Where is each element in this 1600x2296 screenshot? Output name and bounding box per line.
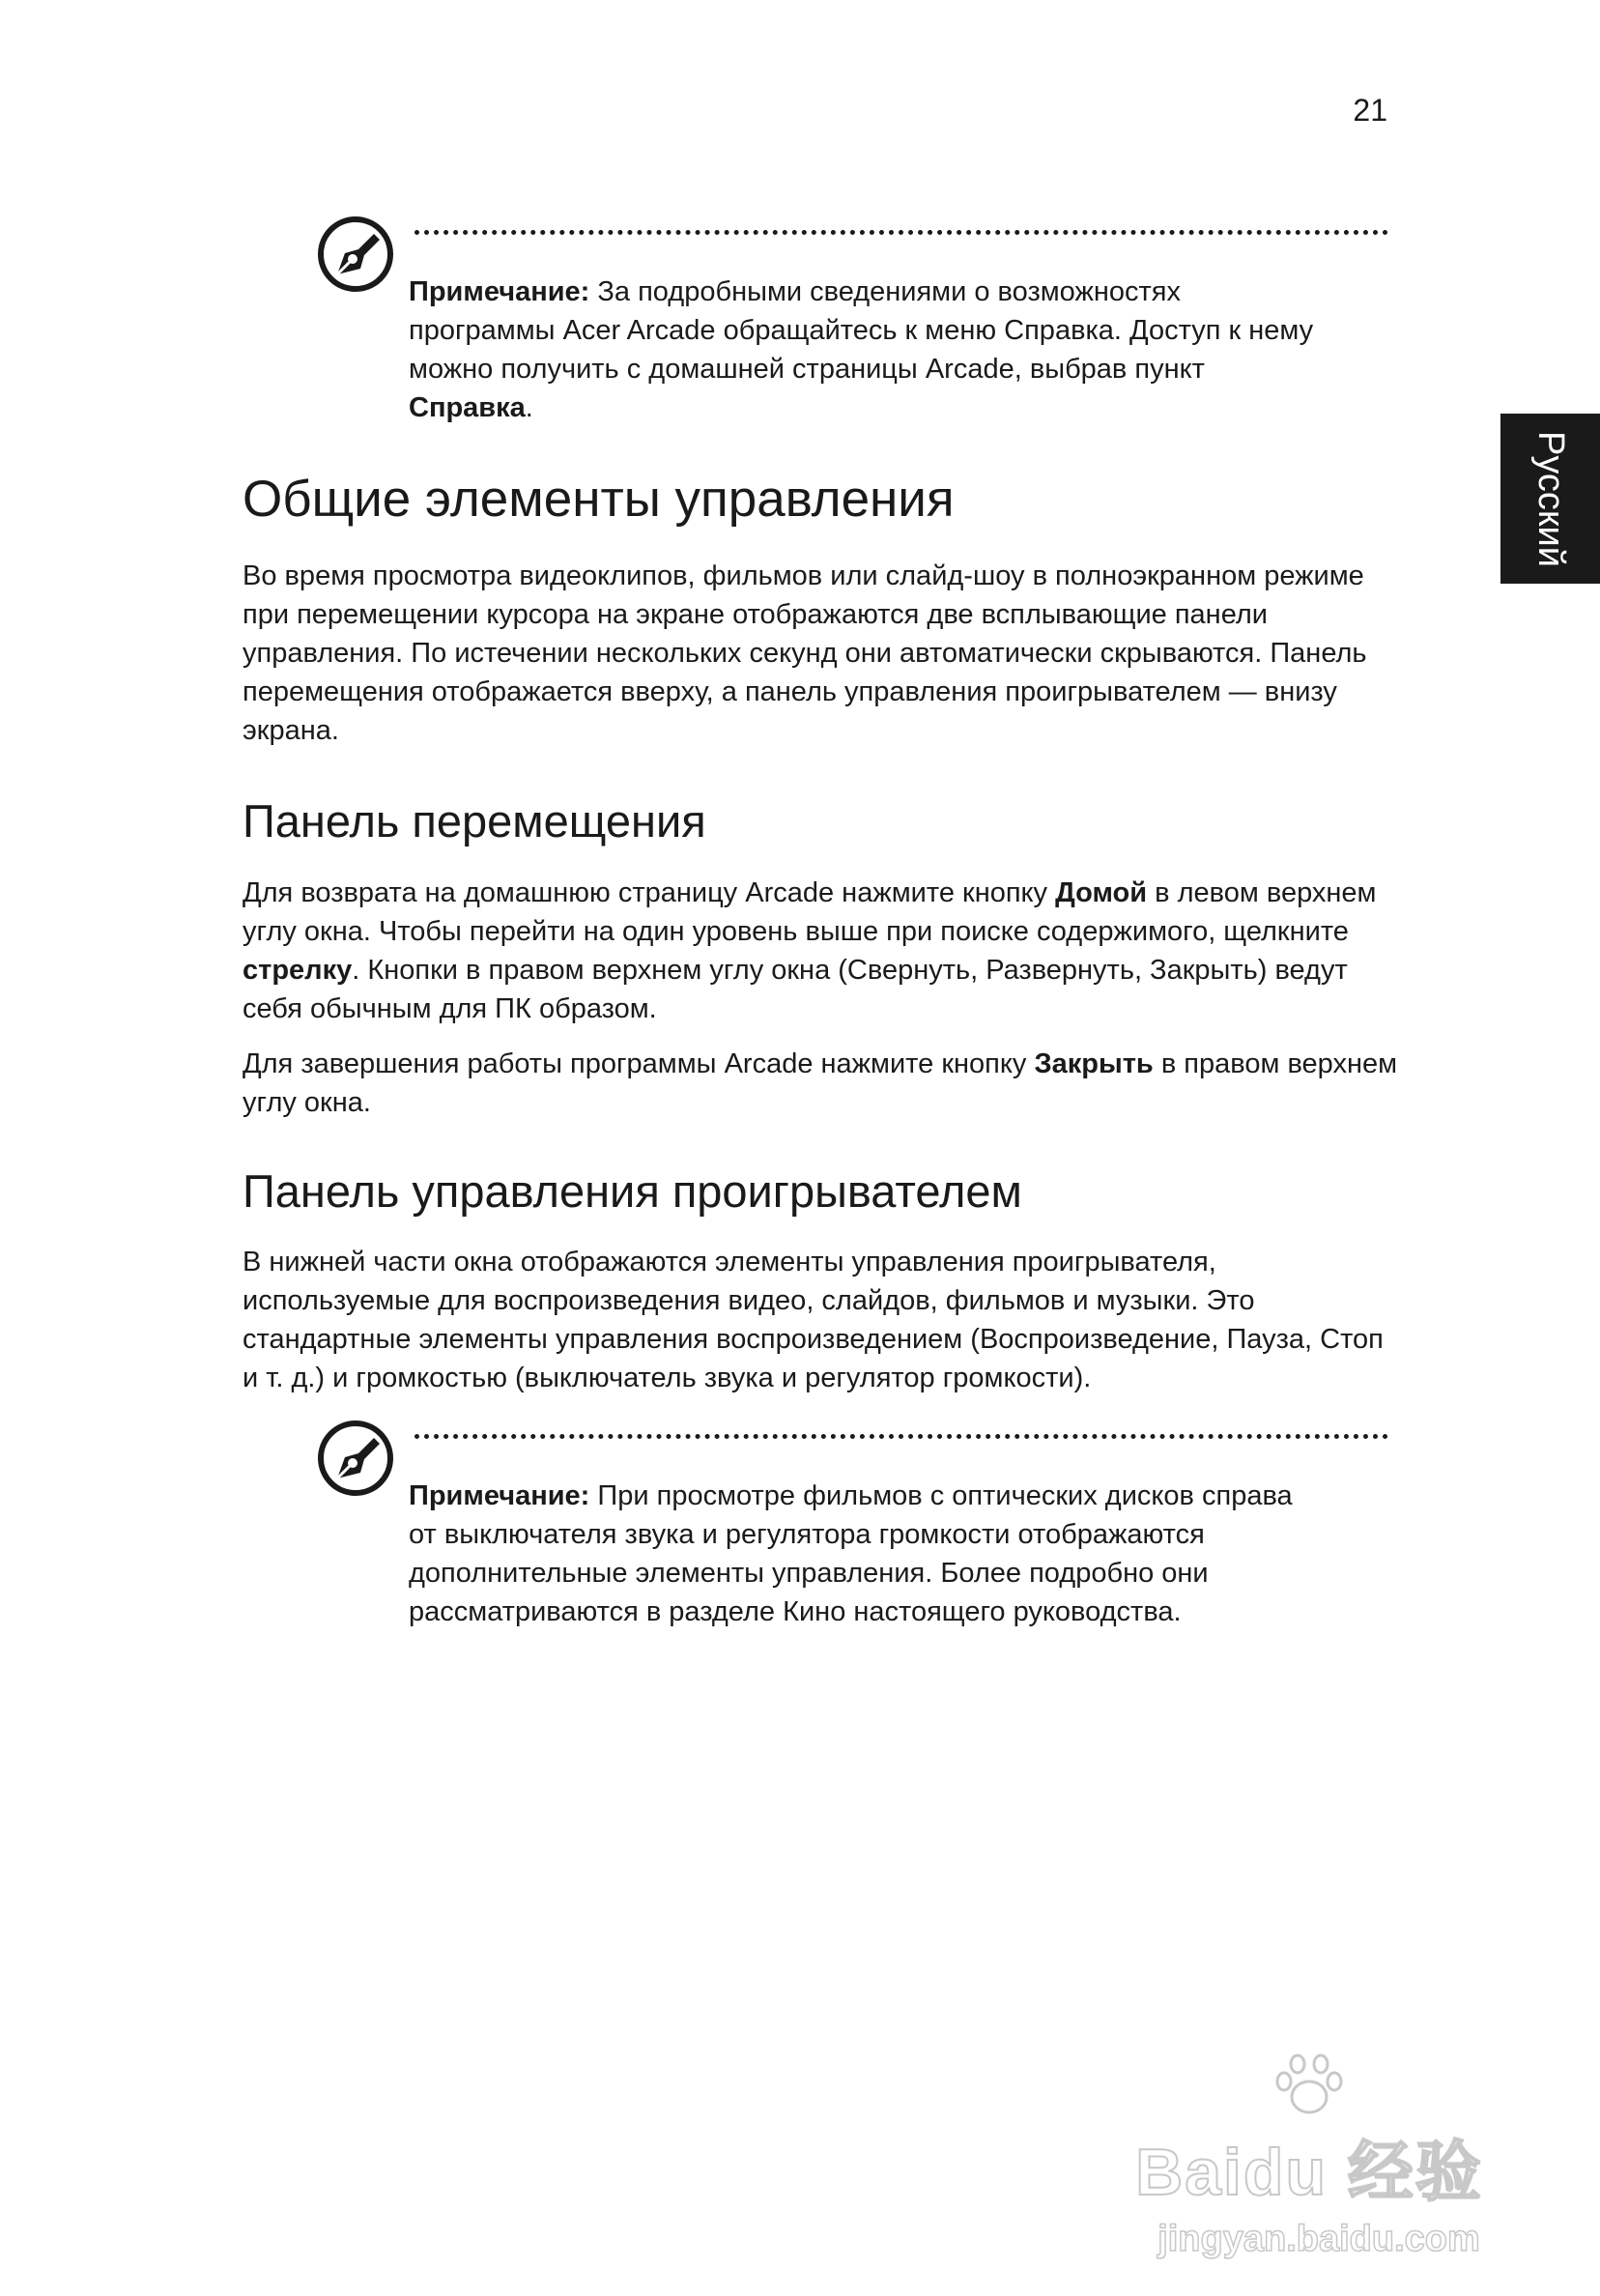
pen-note-icon [316, 215, 395, 294]
note-text: Примечание: За подробными сведениями о возможностях программы Acer Arcade обращайтесь к меню Справка. Доступ к нему можно получить с домашней страницы Arcade, выбрав пункт Справка. [409, 276, 1314, 423]
nav-panel-title: Панель перемещения [243, 795, 706, 847]
watermark-url: jingyan.baidu.com [1157, 2219, 1480, 2259]
section-title: Общие элементы управления [243, 471, 955, 528]
nav-panel-paragraph-2: Для завершения работы программы Arcade нажмите кнопку Закрыть в правом верхнем углу окна. [243, 1048, 1398, 1118]
language-tab [1500, 414, 1600, 584]
note-box-1 [316, 215, 1388, 437]
baidu-watermark [1126, 2052, 1493, 2284]
note-text: Примечание: При просмотре фильмов с оптических дисков справа от выключателя звука и регулятора громкости отображаются дополнительные элементы управления. Более подробно они рассматриваются в разделе Кино настоящего руководства. [409, 1480, 1293, 1627]
note-box-2 [316, 1419, 1388, 1689]
nav-panel-paragraph-1: Для возврата на домашнюю страницу Arcade нажмите кнопку Домой в левом верхнем углу окна. Чтобы перейти на один уровень выше при поиске содержимого, щелкните стрелку. Кнопки в правом верхнем углу окна (Свернуть, Развернуть, Закрыть) ведут себя обычным для ПК образом. [243, 877, 1377, 1024]
player-panel-title: Панель управления проигрывателем [243, 1165, 1022, 1217]
player-panel-paragraph: В нижней части окна отображаются элементы управления проигрывателя, используемые для воспроизведения видео, слайдов, фильмов и музыки. Это стандартные элементы управления воспроизведением (Воспроизведение, Пауза, Стоп и т. д.) и громкостью (выключатель звука и регулятор громкости). [243, 1247, 1384, 1393]
paw-icon [1271, 2052, 1348, 2120]
watermark-logo: Baidu 经验 [1135, 2136, 1483, 2209]
section-intro: Во время просмотра видеоклипов, фильмов или слайд-шоу в полноэкранном режиме при перемещении курсора на экране отображаются две всплывающие панели управления. По истечении нескольких секунд они автоматически скрываются. Панель перемещения отображается вверху, а панель управления проигрывателем — внизу экрана. [243, 560, 1367, 746]
page-number: 21 [1353, 93, 1387, 128]
language-tab-label: Русский [1530, 430, 1571, 567]
pen-note-icon [316, 1419, 395, 1498]
note-label: Примечание: [409, 1480, 590, 1511]
note-label: Примечание: [409, 276, 590, 307]
note-divider [414, 230, 1388, 235]
note-divider [414, 1434, 1388, 1439]
